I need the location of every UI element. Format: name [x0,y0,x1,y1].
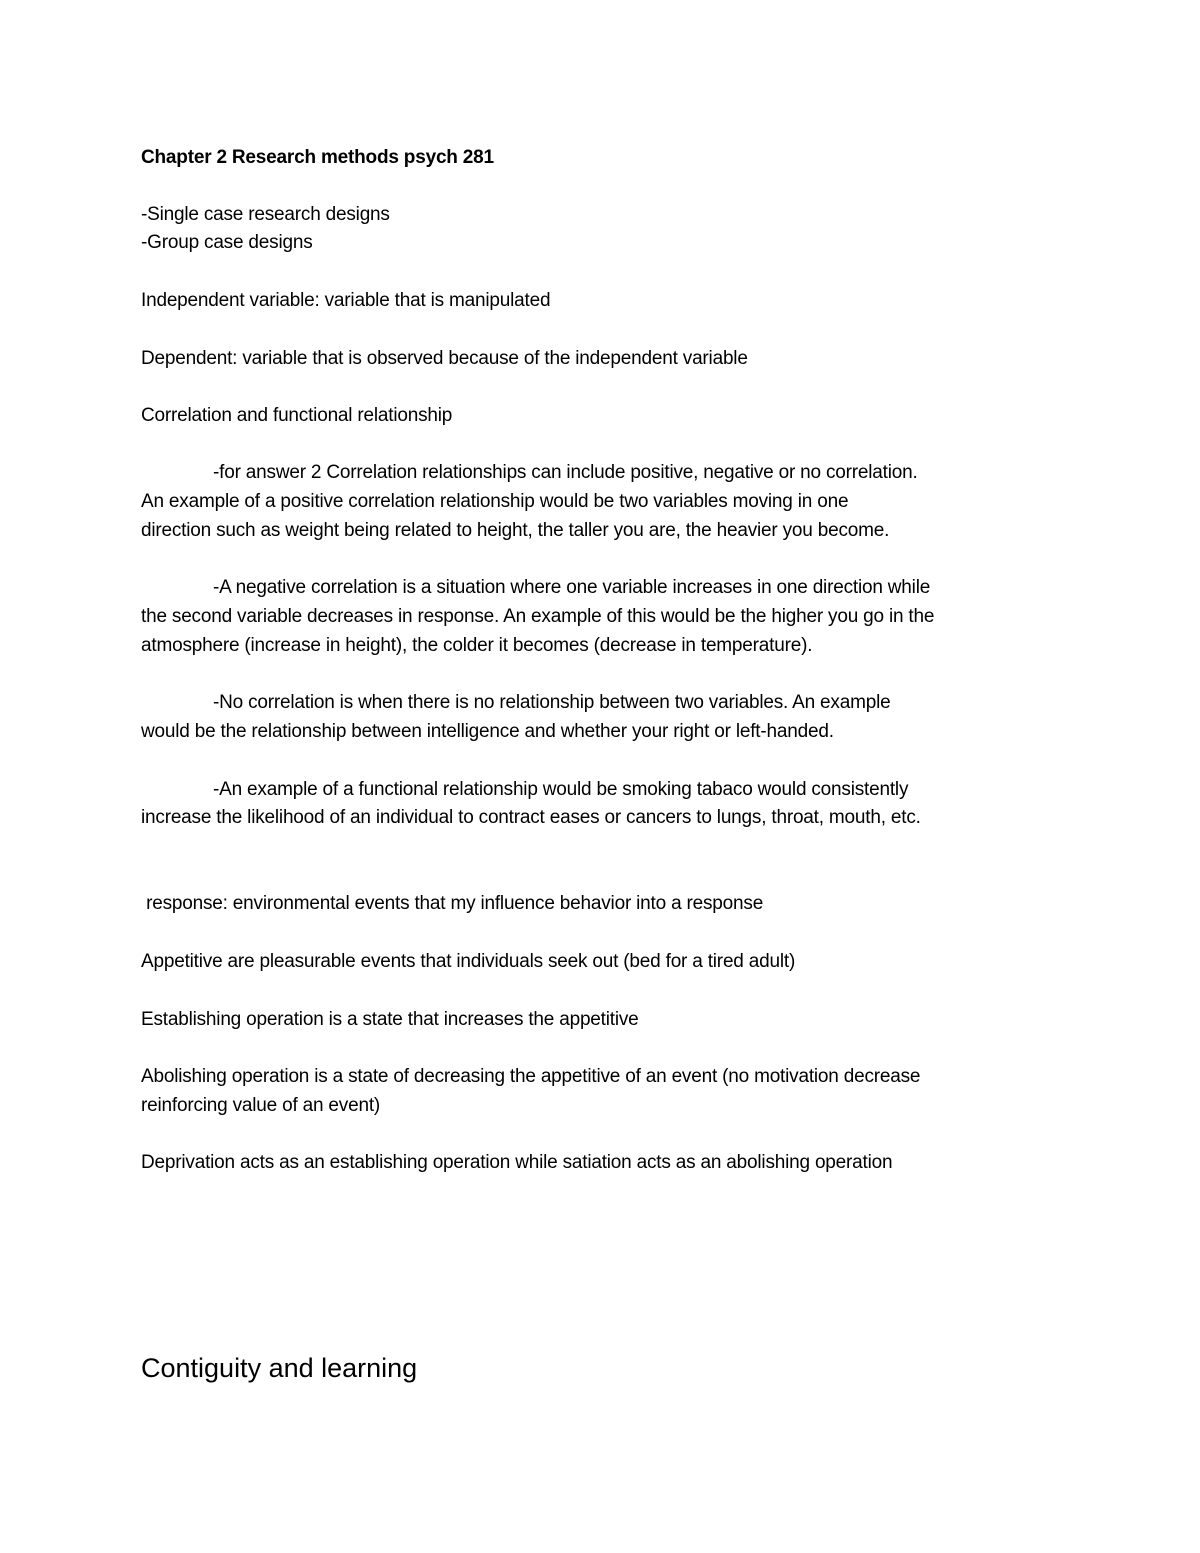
positive-correlation-line-1: -for answer 2 Correlation relationships can include positive, negative or no correlation. [213,462,918,483]
functional-relationship-line-2: increase the likelihood of an individual to contract eases or cancers to lungs, throat, mouth, etc. [141,807,921,828]
design-item-group-case: -Group case designs [141,232,313,253]
negative-correlation-line-1: -A negative correlation is a situation where one variable increases in one direction while [213,577,931,598]
functional-relationship-line-1: -An example of a functional relationship would be smoking tabaco would consistently [213,779,909,800]
design-item-single-case: -Single case research designs [141,204,390,225]
negative-correlation-line-2: the second variable decreases in response. An example of this would be the higher you go in the [141,606,935,627]
no-correlation-line-1: -No correlation is when there is no relationship between two variables. An example [213,692,891,713]
positive-correlation-line-2: An example of a positive correlation relationship would be two variables moving in one [141,491,849,512]
deprivation-statement: Deprivation acts as an establishing operation while satiation acts as an abolishing operation [141,1152,893,1173]
document-title: Chapter 2 Research methods psych 281 [141,147,494,168]
negative-correlation-line-3: atmosphere (increase in height), the colder it becomes (decrease in temperature). [141,635,813,656]
abolishing-operation-line-2: reinforcing value of an event) [141,1095,381,1116]
positive-correlation-line-3: direction such as weight being related to height, the taller you are, the heavier you become. [141,520,890,541]
independent-variable-definition: Independent variable: variable that is manipulated [141,290,551,311]
no-correlation-line-2: would be the relationship between intelligence and whether your right or left-handed. [141,721,834,742]
section-heading: Contiguity and learning [141,1353,418,1383]
dependent-variable-definition: Dependent: variable that is observed because of the independent variable [141,348,748,369]
correlation-heading: Correlation and functional relationship [141,405,453,426]
response-definition: response: environmental events that my influence behavior into a response [141,893,764,914]
abolishing-operation-line-1: Abolishing operation is a state of decreasing the appetitive of an event (no motivation decrease [141,1066,921,1087]
appetitive-definition: Appetitive are pleasurable events that individuals seek out (bed for a tired adult) [141,951,796,972]
establishing-operation-definition: Establishing operation is a state that increases the appetitive [141,1009,639,1030]
